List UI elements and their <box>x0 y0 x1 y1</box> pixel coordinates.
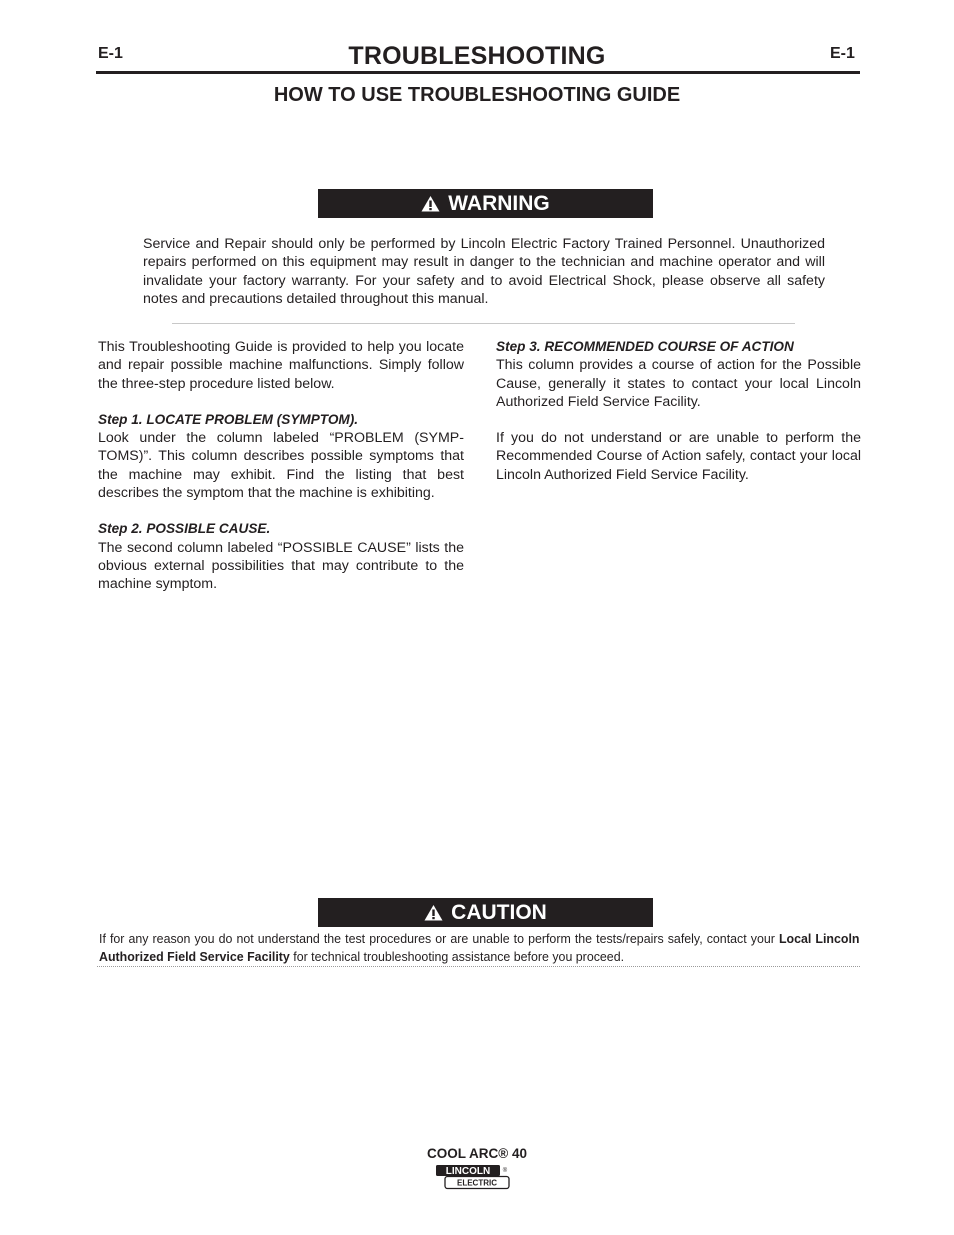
model-name: COOL ARC® 40 <box>427 1146 527 1161</box>
caution-text-bold: Local Lincoln Authorized Field Service Facility <box>99 931 860 964</box>
caution-text-after: for technical troubleshooting assistance before you proceed. <box>289 949 625 964</box>
lincoln-electric-logo <box>435 1164 511 1190</box>
logo-bottom-text: ELECTRIC <box>457 1178 497 1188</box>
dotted-divider <box>97 966 860 967</box>
warning-banner <box>318 189 653 218</box>
guide-right-column <box>496 338 861 502</box>
step2-heading: Step 2. POSSIBLE CAUSE. <box>98 521 271 537</box>
page-number-left: E-1 <box>98 45 123 62</box>
caution-label: CAUTION <box>451 900 547 924</box>
warning-text: Service and Repair should only be performed by Lincoln Electric Factory Trained Personnel. Unauthorized repairs performed on this equipment may result in danger to the technician and machine operator and will invalidate your factory warranty. For your safety and to avoid Electrical Shock, please observe all safety notes and precautions detailed throughout this manual. <box>143 236 825 307</box>
warning-triangle-icon <box>424 904 443 921</box>
step1-text: Look under the column labeled “PROBLEM (SYMP-TOMS)”. This column describes possible symptoms that the machine may exhibit. Find the listing that best describes the symptom that the machine is exhibiting. <box>98 430 464 502</box>
guide-closing: If you do not understand or are unable to perform the Recommended Course of Action safely, contact your local Lincoln Authorized Field Service Facility. <box>496 430 861 483</box>
warning-triangle-icon <box>421 195 440 212</box>
logo-registered-mark: ® <box>502 1168 508 1174</box>
page-number-right: E-1 <box>830 45 855 62</box>
guide-left-column <box>98 338 464 612</box>
step2-text: The second column labeled “POSSIBLE CAUSE” lists the obvious external possibilities that may contribute to the machine symptom. <box>98 539 464 593</box>
divider <box>172 323 795 324</box>
logo-top-text: LINCOLN <box>445 1166 491 1177</box>
warning-label: WARNING <box>448 191 550 215</box>
step3-text: This column provides a course of action for the Possible Cause, generally it states to contact your local Lincoln Authorized Field Service Facility. <box>496 357 861 410</box>
page-title: TROUBLESHOOTING <box>348 42 606 70</box>
title-rule <box>96 71 860 74</box>
section-title: HOW TO USE TROUBLESHOOTING GUIDE <box>273 84 681 106</box>
caution-banner <box>318 898 653 927</box>
step1-heading: Step 1. LOCATE PROBLEM (SYMPTOM). <box>98 411 359 427</box>
step3-heading: Step 3. RECOMMENDED COURSE OF ACTION <box>496 339 794 354</box>
caution-text <box>99 930 859 966</box>
caution-text-before: If for any reason you do not understand the test procedures or are unable to perform the tests/repairs safely, contact your <box>99 931 779 946</box>
guide-intro: This Troubleshooting Guide is provided to help you locate and repair possible machine malfunctions. Simply follow the three-step procedure listed below. <box>98 339 464 392</box>
